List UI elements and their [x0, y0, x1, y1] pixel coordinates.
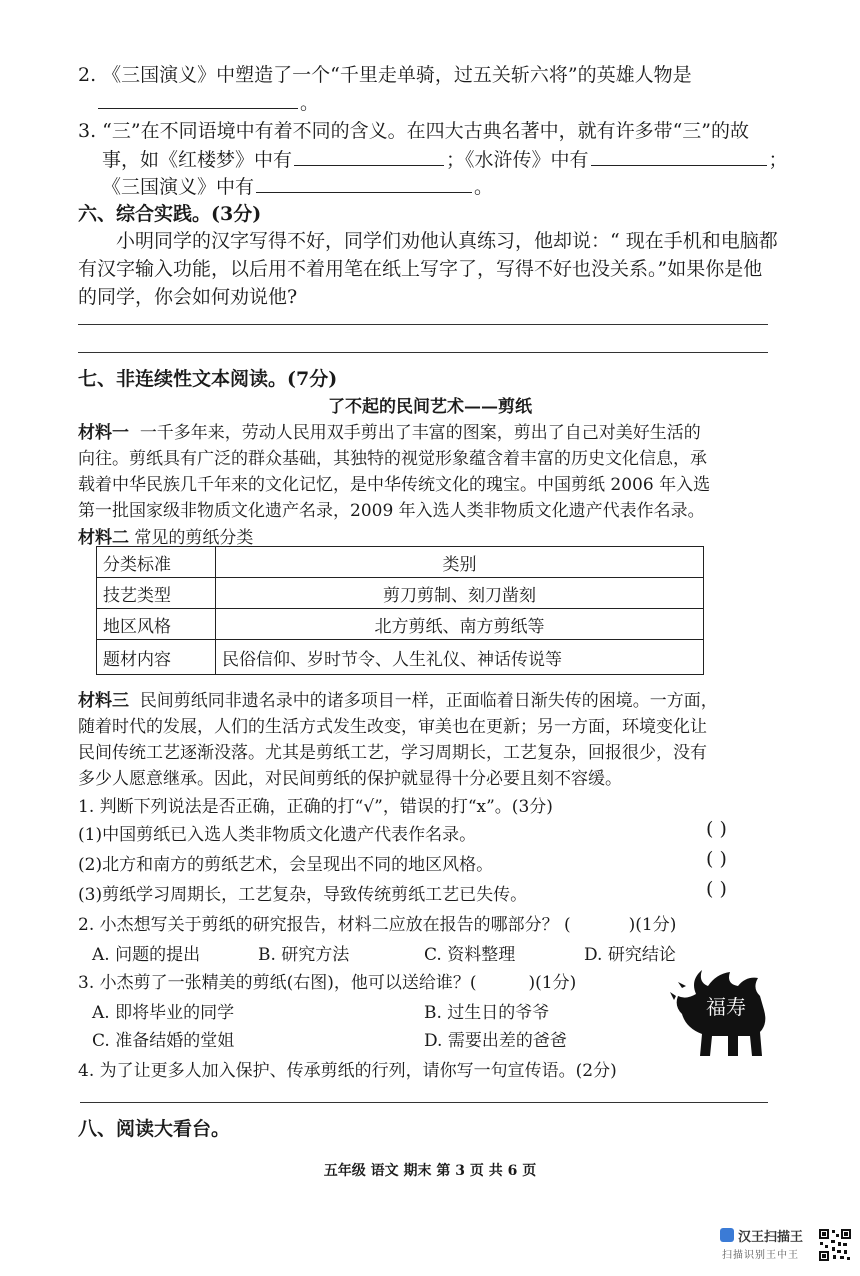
- scanner-watermark: [720, 1224, 820, 1264]
- answer-parenthesis[interactable]: ( ): [706, 878, 727, 900]
- material-3-line-3: 民间传统工艺逐渐没落。尤其是剪纸工艺，学习周期长，工艺复杂，回报很少，没有: [78, 743, 707, 763]
- question-3-text: 3. “三”在不同语境中有着不同的含义。在四大古典名著中，就有许多带“三”的故: [78, 120, 750, 142]
- section-8-heading: 八、阅读大看台。: [78, 1118, 231, 1140]
- question-3-line-3: 《三国演义》中有 。: [102, 176, 494, 198]
- table-cell: 题材内容: [97, 640, 216, 675]
- qr-code-icon: [818, 1228, 852, 1262]
- table-row: [97, 640, 704, 675]
- table-cell: 地区风格: [97, 609, 216, 640]
- question-2-answer-line: 。: [96, 88, 319, 115]
- page-footer: 五年级 语文 期末 第 3 页 共 6 页: [323, 1163, 537, 1179]
- papercut-classification-table: [96, 546, 704, 675]
- option-a: A. 问题的提出: [92, 945, 201, 965]
- material-3-line-2: 随着时代的发展，人们的生活方式发生改变，审美也在更新；另一方面，环境变化让: [78, 717, 707, 737]
- table-cell: 北方剪纸、南方剪纸等: [216, 609, 704, 640]
- section-6-paragraph-1: 小明同学的汉字写得不好，同学们劝他认真练习，他却说：“ 现在手机和电脑都: [116, 230, 778, 252]
- subquestion-2: 2. 小杰想写关于剪纸的研究报告，材料二应放在报告的哪部分？ ( )(1分): [78, 915, 677, 935]
- answer-parenthesis[interactable]: ( ): [706, 818, 727, 840]
- answer-parenthesis[interactable]: ( ): [706, 848, 727, 870]
- table-header: 分类标准: [97, 547, 216, 578]
- judgement-item-2: (2)北方和南方的剪纸艺术，会呈现出不同的地区风格。: [78, 855, 494, 875]
- section-6-paragraph-2: 有汉字输入功能，以后用不着用笔在纸上写字了，写得不好也没关系。”如果你是他: [78, 258, 763, 280]
- material-1-line-1: 材料一 一千多年来，劳动人民用双手剪出了丰富的图案，剪出了自己对美好生活的: [78, 423, 701, 443]
- section-6-heading: 六、综合实践。(3分): [78, 203, 262, 225]
- option-c: C. 准备结婚的堂姐: [92, 1031, 235, 1051]
- papercut-image: [668, 956, 776, 1064]
- answer-line[interactable]: [78, 324, 768, 325]
- answer-blank-shuihu[interactable]: [591, 164, 767, 166]
- option-d: D. 研究结论: [584, 945, 676, 965]
- table-header: 类别: [216, 547, 704, 578]
- table-cell: 民俗信仰、岁时节令、人生礼仪、神话传说等: [216, 640, 704, 675]
- answer-line[interactable]: [78, 352, 768, 353]
- section-7-heading: 七、非连续性文本阅读。(7分): [78, 368, 338, 390]
- judgement-item-1: (1)中国剪纸已入选人类非物质文化遗产代表作名录。: [78, 825, 477, 845]
- material-3-line-4: 多少人愿意继承。因此，对民间剪纸的保护就显得十分必要且刻不容缓。: [78, 769, 622, 789]
- option-a: A. 即将毕业的同学: [92, 1003, 235, 1023]
- answer-blank-honglou[interactable]: [294, 164, 444, 166]
- material-3-line-1: 材料三 民间剪纸同非遗名录中的诸多项目一样，正面临着日渐失传的困境。一方面，: [78, 691, 718, 711]
- answer-line[interactable]: [80, 1102, 768, 1103]
- answer-blank[interactable]: [98, 107, 298, 109]
- table-cell: 技艺类型: [97, 578, 216, 609]
- material-1-line-3: 载着中华民族几千年来的文化记忆，是中华传统文化的瑰宝。中国剪纸 2006 年入选: [78, 475, 711, 495]
- subquestion-3: 3. 小杰剪了一张精美的剪纸(右图)，他可以送给谁？( )(1分): [78, 973, 577, 993]
- option-c: C. 资料整理: [424, 945, 516, 965]
- reading-title: 了不起的民间艺术——剪纸: [328, 397, 532, 417]
- option-d: D. 需要出差的爸爸: [424, 1031, 567, 1051]
- judgement-item-3: (3)剪纸学习周期长，工艺复杂，导致传统剪纸工艺已失传。: [78, 885, 528, 905]
- scanner-app-name: 汉王扫描王: [738, 1230, 804, 1245]
- material-1-line-2: 向往。剪纸具有广泛的群众基础，其独特的视觉形象蕴含着丰富的历史文化信息，承: [78, 449, 707, 469]
- table-cell: 剪刀剪制、刻刀凿刻: [216, 578, 704, 609]
- question-2-text: 2. 《三国演义》中塑造了一个“千里走单骑，过五关斩六将”的英雄人物是: [78, 64, 692, 86]
- question-3-line-2: 事，如《红楼梦》中有 ；《水浒传》中有 ；: [102, 149, 788, 171]
- section-6-paragraph-3: 的同学，你会如何劝说他?: [78, 286, 298, 308]
- answer-blank-sanguo[interactable]: [256, 191, 472, 193]
- subquestion-4: 4. 为了让更多人加入保护、传承剪纸的行列，请你写一句宣传语。(2分): [78, 1061, 617, 1081]
- subquestion-1: 1. 判断下列说法是否正确，正确的打“√”，错误的打“x”。(3分): [78, 797, 553, 817]
- material-2-heading: 材料二 常见的剪纸分类: [78, 528, 254, 548]
- scanner-slogan: 扫描识别王中王: [722, 1250, 799, 1261]
- table-row: [97, 609, 704, 640]
- option-b: B. 研究方法: [258, 945, 350, 965]
- table-header-row: [97, 547, 704, 578]
- option-b: B. 过生日的爷爷: [424, 1003, 550, 1023]
- table-row: [97, 578, 704, 609]
- material-1-line-4: 第一批国家级非物质文化遗产名录，2009 年入选人类非物质文化遗产代表作名录。: [78, 501, 705, 521]
- papercut-character: 福寿: [706, 995, 746, 1019]
- scanner-logo-icon: [720, 1228, 734, 1242]
